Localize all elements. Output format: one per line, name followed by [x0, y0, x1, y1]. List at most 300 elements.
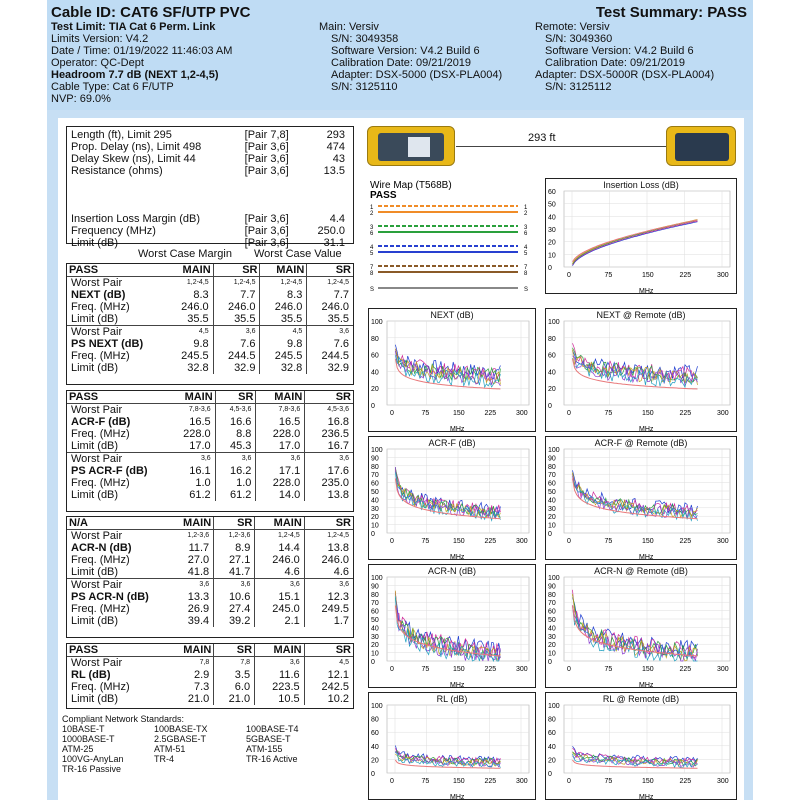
summary-value: 13.5	[323, 165, 345, 177]
y-tick-label: 30	[548, 227, 556, 234]
limit-row-value: 10.2	[304, 693, 353, 705]
x-tick-label: 225	[484, 410, 497, 417]
y-tick-label: 60	[548, 189, 556, 196]
operator: Operator: QC-Dept	[51, 57, 144, 69]
x-tick-label: 0	[390, 410, 394, 417]
freq-row-value: 27.4	[214, 603, 255, 615]
y-tick-label: 0	[371, 771, 375, 778]
y-tick-label: 50	[371, 489, 379, 496]
measure-row-label: ACR-N (dB)	[71, 542, 132, 554]
freq-row	[67, 428, 353, 440]
measure-row-value: 7.7	[213, 289, 260, 301]
y-tick-label: 10	[548, 650, 556, 658]
freq-row-value: 223.5	[255, 681, 305, 693]
remote-sn: S/N: 3049360	[545, 33, 613, 45]
y-tick-label: 50	[548, 489, 556, 496]
trace-line	[395, 596, 500, 661]
table-status: N/A	[67, 517, 167, 530]
standard-item: 100BASE-TX	[154, 724, 208, 734]
wiremap-pin-left: 1	[370, 205, 374, 211]
summary-row	[67, 153, 353, 165]
freq-row-value: 245.5	[181, 350, 209, 362]
worst-pair-row-label: Worst Pair	[71, 277, 123, 289]
remote-device-image	[666, 126, 736, 166]
y-tick-label: 80	[371, 591, 379, 599]
limit-row-label: Limit (dB)	[71, 615, 119, 627]
summary-label: Delay Skew (ns), Limit 44	[71, 153, 196, 165]
y-tick-label: 70	[371, 472, 379, 480]
worst-margin-header: Worst Case Margin	[138, 248, 232, 260]
limit-row-value: 14.0	[256, 489, 305, 501]
y-tick-label: 20	[371, 642, 379, 650]
limit-row-value: 41.8	[187, 566, 210, 578]
freq-row-value: 246.0	[304, 554, 353, 566]
summary-pair: [Pair 7,8]	[244, 129, 289, 141]
limit-row-label: Limit (dB)	[71, 440, 119, 452]
worst-pair-row-value: 1,2-4,5	[213, 277, 260, 290]
x-tick-label: 0	[567, 272, 571, 279]
main-device-image	[367, 126, 455, 166]
summary-label: Frequency (MHz)	[71, 225, 156, 237]
measure-row-value: 10.6	[214, 591, 255, 603]
measure-row-value: 17.1	[256, 465, 305, 477]
y-tick-label: 60	[548, 480, 556, 488]
trace-line	[395, 467, 500, 517]
x-axis-label: MHz	[450, 554, 465, 561]
table-status: PASS	[67, 264, 167, 277]
col-sr: SR	[214, 517, 255, 530]
y-tick-label: 20	[371, 514, 379, 522]
freq-row-value: 246.0	[260, 301, 307, 313]
y-tick-label: 60	[548, 730, 556, 738]
report-content	[58, 118, 744, 800]
measure-row-label: ACR-F (dB)	[71, 416, 131, 428]
y-tick-label: 100	[548, 319, 560, 326]
trace-line	[395, 594, 500, 656]
measure-row-value: 9.8	[193, 338, 209, 350]
limit-row	[67, 693, 353, 705]
worst-pair-row-value: 3,6	[215, 453, 256, 466]
standard-item: ATM-51	[154, 744, 186, 754]
wiremap-pin-left: S	[370, 287, 375, 293]
y-tick-label: 40	[371, 625, 379, 633]
x-tick-label: 150	[453, 666, 465, 673]
worst-pair-row	[67, 453, 353, 466]
measure-row-value: 8.3	[193, 289, 209, 301]
freq-row-label: Freq. (MHz)	[71, 603, 130, 615]
y-tick-label: 20	[548, 239, 556, 247]
trace-line	[573, 220, 698, 264]
worst-pair-row-value: 1,2-3,6	[187, 532, 210, 539]
y-tick-label: 100	[548, 703, 560, 710]
worst-pair-row	[67, 530, 353, 543]
x-axis-label: MHz	[639, 794, 654, 801]
freq-row-value: 228.0	[183, 428, 211, 440]
y-tick-label: 80	[548, 463, 556, 471]
acrn-table-box	[66, 516, 354, 638]
standards-list	[62, 724, 362, 774]
table-header-row	[67, 644, 353, 657]
wiremap-status: PASS	[370, 190, 397, 201]
y-tick-label: 90	[548, 583, 556, 591]
measure-row-value: 16.1	[189, 465, 211, 477]
limit-row-label: Limit (dB)	[71, 362, 119, 374]
remote-cal: Calibration Date: 09/21/2019	[545, 57, 686, 69]
summary-pair: [Pair 3,6]	[244, 225, 289, 237]
col-main: MAIN	[167, 264, 213, 277]
standard-item: ATM-25	[62, 744, 94, 754]
rl-table-box	[66, 643, 354, 709]
limit-row-value: 4.6	[255, 566, 304, 579]
measure-row	[67, 416, 353, 428]
freq-row-value: 245.5	[260, 350, 307, 362]
main-sw: Software Version: V4.2 Build 6	[331, 45, 480, 57]
freq-row-value: 244.5	[307, 350, 353, 362]
freq-row-label: Freq. (MHz)	[71, 428, 130, 440]
x-tick-label: 300	[717, 272, 729, 279]
y-tick-label: 80	[548, 335, 556, 343]
measure-row-value: 16.2	[215, 465, 256, 477]
report-body	[47, 110, 753, 800]
y-tick-label: 10	[371, 522, 379, 530]
x-tick-label: 75	[604, 778, 613, 785]
main-cal: Calibration Date: 09/21/2019	[331, 57, 472, 69]
worst-pair-row-value: 3,6	[200, 455, 211, 462]
measure-row-label: NEXT (dB)	[71, 289, 126, 301]
freq-row-value: 7.3	[194, 681, 210, 693]
measure-row-value: 12.1	[304, 669, 353, 681]
x-tick-label: 75	[604, 538, 613, 545]
worst-pair-row-value: 4,5	[198, 328, 209, 335]
worst-pair-row-value: 7,8	[199, 659, 210, 666]
col-main: MAIN	[256, 391, 305, 404]
x-tick-label: 75	[421, 538, 430, 545]
remote-adapter: Adapter: DSX-5000R (DSX-PLA004)	[535, 69, 715, 81]
worst-value-header: Worst Case Value	[254, 248, 342, 260]
x-axis-label: MHz	[450, 794, 465, 801]
limit-row	[67, 313, 353, 326]
x-tick-label: 150	[642, 666, 654, 673]
chart-title: RL @ Remote (dB)	[602, 694, 680, 704]
cable-line	[456, 146, 666, 147]
y-tick-label: 60	[371, 480, 379, 488]
standard-item: 1000BASE-T	[62, 734, 115, 744]
wiremap-pin-left: 4	[370, 245, 374, 251]
y-tick-label: 90	[548, 455, 556, 463]
x-tick-label: 150	[453, 778, 465, 785]
y-tick-label: 20	[548, 386, 556, 394]
measure-row-value: 11.7	[188, 542, 210, 554]
measure-row	[67, 669, 353, 681]
col-main: MAIN	[255, 517, 304, 530]
y-tick-label: 30	[371, 633, 379, 641]
limit-row-value: 1.7	[304, 615, 353, 627]
worst-pair-row-value: 1,2-3,6	[214, 530, 255, 543]
main-title: Main: Versiv	[319, 21, 379, 33]
x-tick-label: 0	[567, 666, 571, 673]
chart-title: NEXT (dB)	[430, 310, 474, 320]
standard-item: 100BASE-T4	[246, 724, 299, 734]
y-tick-label: 100	[548, 447, 560, 454]
freq-row-value: 8.8	[215, 428, 256, 440]
measure-row	[67, 465, 353, 477]
limit-row-value: 39.4	[187, 615, 210, 627]
summary-row	[67, 165, 353, 177]
limit-line	[573, 220, 698, 262]
y-tick-label: 30	[548, 633, 556, 641]
measure-row-value: 3.5	[214, 669, 255, 681]
chart-acrf_r	[545, 436, 737, 560]
summary-label: Prop. Delay (ns), Limit 498	[71, 141, 202, 153]
worst-pair-row	[67, 326, 353, 339]
limit-row-value: 17.0	[189, 440, 211, 452]
y-tick-label: 60	[371, 608, 379, 616]
worst-pair-row	[67, 404, 353, 417]
main-adapter: Adapter: DSX-5000 (DSX-PLA004)	[331, 69, 503, 81]
col-sr: SR	[304, 644, 353, 657]
y-tick-label: 10	[548, 522, 556, 530]
measure-row-value: 17.6	[305, 465, 353, 477]
summary-spacer	[67, 177, 353, 213]
freq-row-value: 1.0	[195, 477, 211, 489]
x-axis-label: MHz	[450, 682, 465, 689]
y-tick-label: 100	[371, 447, 383, 454]
measure-row-value: 16.5	[256, 416, 305, 428]
wiremap-pin-right: 1	[524, 205, 528, 211]
date-time: Date / Time: 01/19/2022 11:46:03 AM	[51, 45, 233, 57]
measure-row-value: 9.8	[260, 338, 307, 350]
y-tick-label: 20	[548, 642, 556, 650]
standard-item: TR-4	[154, 754, 174, 764]
worst-pair-row-value: 3,6	[307, 326, 353, 339]
limit-row-value: 32.9	[307, 362, 353, 374]
freq-row-value: 27.0	[187, 554, 210, 566]
freq-row	[67, 681, 353, 693]
limit-row-value: 35.5	[260, 313, 307, 326]
col-sr: SR	[304, 517, 353, 530]
chart-next_r	[545, 308, 737, 432]
limit-row-value: 4.6	[304, 566, 353, 579]
y-tick-label: 30	[371, 505, 379, 513]
report-header	[47, 0, 753, 110]
chart-il	[545, 178, 737, 294]
summary-value: 250.0	[317, 225, 345, 237]
x-tick-label: 75	[421, 666, 430, 673]
x-axis-label: MHz	[639, 426, 654, 433]
table-status: PASS	[67, 391, 167, 404]
y-tick-label: 80	[548, 591, 556, 599]
standard-item: 10BASE-T	[62, 724, 105, 734]
measure-row	[67, 338, 353, 350]
standard-item: 5GBASE-T	[246, 734, 291, 744]
trace-line	[573, 222, 698, 266]
y-tick-label: 50	[548, 201, 556, 209]
wire-map	[368, 178, 532, 304]
standards-block	[62, 714, 362, 774]
x-tick-label: 75	[421, 410, 430, 417]
main-adapter-sn: S/N: 3125110	[331, 81, 398, 93]
worst-pair-row-value: 1,2-4,5	[260, 277, 307, 290]
x-tick-label: 0	[567, 778, 571, 785]
worst-pair-row-label: Worst Pair	[71, 657, 123, 669]
y-tick-label: 60	[371, 352, 379, 360]
chart-title: RL (dB)	[436, 694, 468, 704]
freq-row-label: Freq. (MHz)	[71, 681, 130, 693]
col-sr: SR	[307, 264, 353, 277]
worst-pair-row-value: 3,6	[255, 579, 304, 592]
limit-row-value: 61.2	[215, 489, 256, 501]
cable-id: Cable ID: CAT6 SF/UTP PVC	[51, 4, 251, 21]
worst-pair-row-value: 4,5	[304, 657, 353, 670]
report-page	[47, 0, 753, 800]
y-tick-label: 90	[371, 455, 379, 463]
limit-row-value: 61.2	[189, 489, 211, 501]
worst-pair-row-value: 3,6	[256, 453, 305, 466]
next-table-box	[66, 263, 354, 385]
freq-row-value: 249.5	[304, 603, 353, 615]
chart-acrn_r	[545, 564, 737, 688]
summary-row	[67, 141, 353, 153]
measure-row-value: 16.6	[215, 416, 256, 428]
cable-length: 293 ft	[528, 132, 556, 144]
worst-pair-row	[67, 579, 353, 592]
wiremap-pin-left: 5	[370, 251, 374, 257]
headroom: Headroom 7.7 dB (NEXT 1,2-4,5)	[51, 69, 219, 81]
rl-table	[67, 644, 353, 705]
worst-pair-row-label: Worst Pair	[71, 579, 123, 591]
freq-row	[67, 350, 353, 362]
test-summary: Test Summary: PASS	[595, 4, 747, 21]
x-tick-label: 150	[642, 538, 654, 545]
worst-pair-row-value: 1,2-4,5	[304, 530, 353, 543]
next-table	[67, 264, 353, 374]
limit-row-label: Limit (dB)	[71, 566, 119, 578]
standard-item: 100VG-AnyLan	[62, 754, 124, 764]
worst-pair-row-value: 1,2-4,5	[186, 279, 209, 286]
standards-title: Compliant Network Standards:	[62, 714, 185, 724]
wiremap-pin-left: 7	[370, 265, 374, 271]
header-summary	[596, 4, 747, 21]
measure-row-value: 2.9	[194, 669, 210, 681]
y-tick-label: 40	[548, 625, 556, 633]
x-tick-label: 300	[516, 778, 528, 785]
worst-pair-row-value: 3,6	[305, 453, 353, 466]
x-tick-label: 150	[642, 778, 654, 785]
y-tick-label: 30	[548, 505, 556, 513]
y-tick-label: 60	[371, 730, 379, 738]
worst-pair-row-value: 7,8-3,6	[188, 406, 211, 413]
x-tick-label: 150	[642, 272, 654, 279]
standard-item: 2.5GBASE-T	[154, 734, 207, 744]
y-tick-label: 0	[548, 659, 552, 666]
y-tick-label: 0	[548, 771, 552, 778]
x-tick-label: 300	[516, 538, 528, 545]
measure-row-value: 8.9	[214, 542, 255, 554]
y-tick-label: 50	[548, 617, 556, 624]
worst-pair-row-label: Worst Pair	[71, 453, 123, 465]
limit-row-value: 32.9	[213, 362, 260, 374]
y-tick-label: 60	[548, 352, 556, 360]
x-tick-label: 225	[679, 272, 692, 279]
measure-row	[67, 542, 353, 554]
freq-row-value: 6.0	[214, 681, 255, 693]
limit-row-value: 16.7	[305, 440, 353, 453]
worst-pair-row-value: 3,6	[214, 579, 255, 592]
chart-title: ACR-F (dB)	[428, 438, 476, 448]
summary-pair: [Pair 3,6]	[244, 141, 289, 153]
summary-label: Resistance (ohms)	[71, 165, 163, 177]
y-tick-label: 40	[371, 497, 379, 505]
worst-pair-row	[67, 277, 353, 290]
limit-row-value: 35.5	[307, 313, 353, 326]
y-tick-label: 70	[548, 472, 556, 480]
summary-value: 31.1	[323, 237, 345, 249]
summary-pair: [Pair 3,6]	[244, 237, 289, 249]
y-tick-label: 20	[371, 386, 379, 394]
limit-row-label: Limit (dB)	[71, 489, 119, 501]
y-tick-label: 70	[548, 600, 556, 608]
worst-pair-row-value: 3,6	[213, 326, 260, 339]
x-axis-label: MHz	[639, 288, 654, 295]
limit-row	[67, 362, 353, 374]
x-tick-label: 225	[679, 410, 692, 417]
nvp: NVP: 69.0%	[51, 93, 111, 105]
worst-pair-row-value: 7,8	[214, 657, 255, 670]
worst-pair-row-value: 4,5-3,6	[215, 404, 256, 417]
limit-row-value: 13.8	[305, 489, 353, 501]
measure-row-value: 11.6	[255, 669, 305, 681]
col-main: MAIN	[167, 517, 214, 530]
chart-title: NEXT @ Remote (dB)	[596, 310, 686, 320]
worst-pair-row-value: 1,2-4,5	[307, 277, 353, 290]
wiremap-pin-right: 3	[524, 225, 528, 231]
x-axis-label: MHz	[450, 426, 465, 433]
measure-row-value: 13.8	[304, 542, 353, 554]
freq-row	[67, 603, 353, 615]
x-tick-label: 0	[567, 410, 571, 417]
y-tick-label: 100	[548, 575, 560, 582]
limit-row-label: Limit (dB)	[71, 313, 119, 325]
remote-adapter-sn: S/N: 3125112	[545, 81, 612, 93]
freq-row-value: 26.9	[187, 603, 210, 615]
freq-row-value: 236.5	[305, 428, 353, 440]
freq-row-value: 228.0	[256, 477, 305, 489]
freq-row	[67, 477, 353, 489]
wiremap-pin-right: S	[524, 287, 529, 293]
col-main: MAIN	[167, 644, 214, 657]
freq-row-label: Freq. (MHz)	[71, 554, 130, 566]
limit-row-label: Limit (dB)	[71, 693, 119, 705]
limit-row-value: 41.7	[214, 566, 255, 579]
main-sn: S/N: 3049358	[331, 33, 399, 45]
y-tick-label: 100	[371, 575, 383, 582]
wiremap-pin-right: 6	[524, 231, 528, 237]
worst-pair-row-value: 1,2-4,5	[255, 530, 304, 543]
acrn-table	[67, 517, 353, 627]
x-tick-label: 75	[604, 666, 613, 673]
remote-title: Remote: Versiv	[535, 21, 610, 33]
standard-item: TR-16 Active	[246, 754, 298, 764]
limit-row-value: 2.1	[255, 615, 304, 627]
limit-row-value: 45.3	[215, 440, 256, 453]
freq-row-value: 246.0	[307, 301, 353, 313]
table-header-row	[67, 517, 353, 530]
x-tick-label: 300	[516, 410, 528, 417]
table-header-row	[67, 264, 353, 277]
freq-row-value: 246.0	[181, 301, 209, 313]
measure-row-value: 13.3	[187, 591, 210, 603]
y-tick-label: 80	[371, 716, 379, 724]
